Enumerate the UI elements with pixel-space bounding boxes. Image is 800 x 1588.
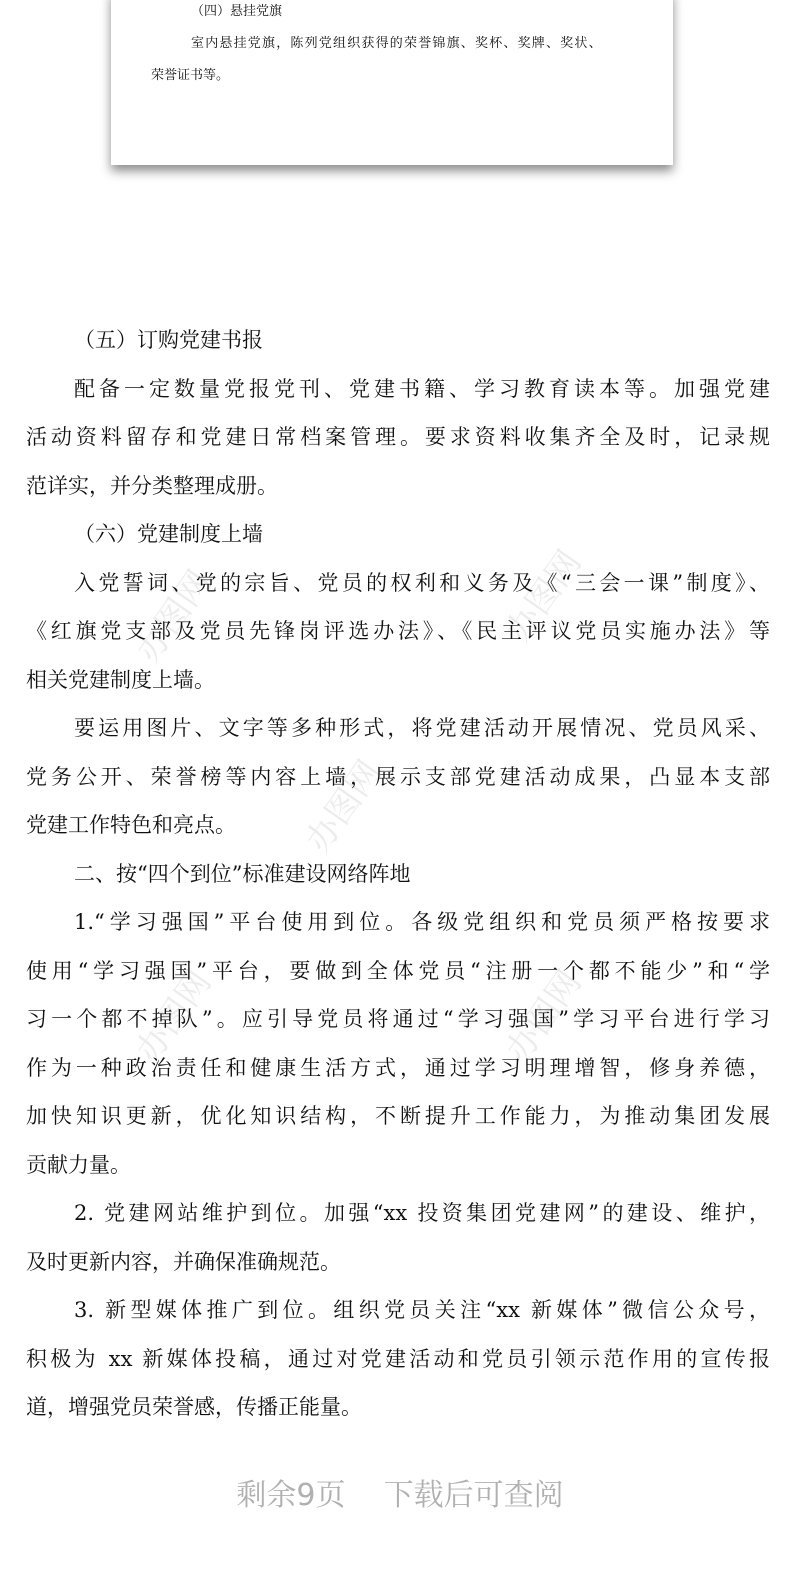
paragraph-line: 室内悬挂党旗，陈列党组织获得的荣誉锦旗、奖杯、奖牌、奖状、 [191,36,603,51]
paragraph-line: 范详实，并分类整理成册。 [26,473,278,498]
paragraph-line: 道，增强党员荣誉感，传播正能量。 [26,1395,362,1419]
section-heading: 二、按“四个到位”标准建设网络阵地 [74,861,411,886]
paragraph-line: 党建工作特色和亮点。 [26,813,236,837]
watermark: 办图网 [298,753,390,860]
paragraph-line: 及时更新内容，并确保准确规范。 [26,1249,341,1274]
paragraph-line: 荣誉证书等。 [151,68,230,83]
watermark: 办图网 [128,963,220,1070]
section-heading: （五）订购党建书报 [74,328,263,352]
paragraph-line: 3. 新型媒体推广到位。组织党员关注“xx 新媒体”微信公众号， [74,1298,770,1322]
paragraph-line: 使用“学习强国”平台，要做到全体党员“注册一个都不能少”和“学 [26,958,770,983]
paragraph-line: 作为一种政治责任和健康生活方式，通过学习明理增智，修身养德， [26,1055,770,1080]
paragraph-line: 2. 党建网站维护到位。加强“xx 投资集团党建网”的建设、维护， [74,1201,770,1225]
remaining-pages-text: 剩余9页 [236,1478,346,1513]
paragraph-line: 积极为 xx 新媒体投稿，通过对党建活动和党员引领示范作用的宣传报 [26,1346,770,1371]
paragraph-line: 《红旗党支部及党员先锋岗评选办法》、《民主评议党员实施办法》等 [26,619,770,643]
paragraph-line: 习一个都不掉队”。应引导党员将通过“学习强国”学习平台进行学习 [26,1007,770,1031]
paragraph-line: 要运用图片、文字等多种形式，将党建活动开展情况、党员风采、 [74,716,770,740]
document-body [26,322,770,1438]
paragraph-line: 1.“学习强国”平台使用到位。各级党组织和党员须严格按要求 [74,910,770,934]
paragraph-line: 入党誓词、党的宗旨、党员的权利和义务及《“三会一课”制度》、 [74,570,770,595]
section-heading: （六）党建制度上墙 [74,522,263,546]
paragraph-line: 活动资料留存和党建日常档案管理。要求资料收集齐全及时，记录规 [26,425,770,449]
paragraph-line: 相关党建制度上墙。 [26,667,215,692]
section-heading: （四）悬挂党旗 [191,4,283,19]
paragraph-line: 贡献力量。 [26,1152,131,1177]
watermark: 办图网 [498,963,590,1070]
watermark: 办图网 [498,543,590,650]
paragraph-line: 党务公开、荣誉榜等内容上墙，展示支部党建活动成果，凸显本支部 [26,764,770,789]
paragraph-line: 配备一定数量党报党刊、党建书籍、学习教育读本等。加强党建 [74,376,770,401]
preview-page-card [111,0,673,165]
download-to-view-text[interactable]: 下载后可查阅 [383,1478,564,1513]
watermark: 办图网 [128,563,220,670]
paragraph-line: 加快知识更新，优化知识结构，不断提升工作能力，为推动集团发展 [26,1104,770,1128]
download-prompt[interactable] [0,1470,800,1514]
